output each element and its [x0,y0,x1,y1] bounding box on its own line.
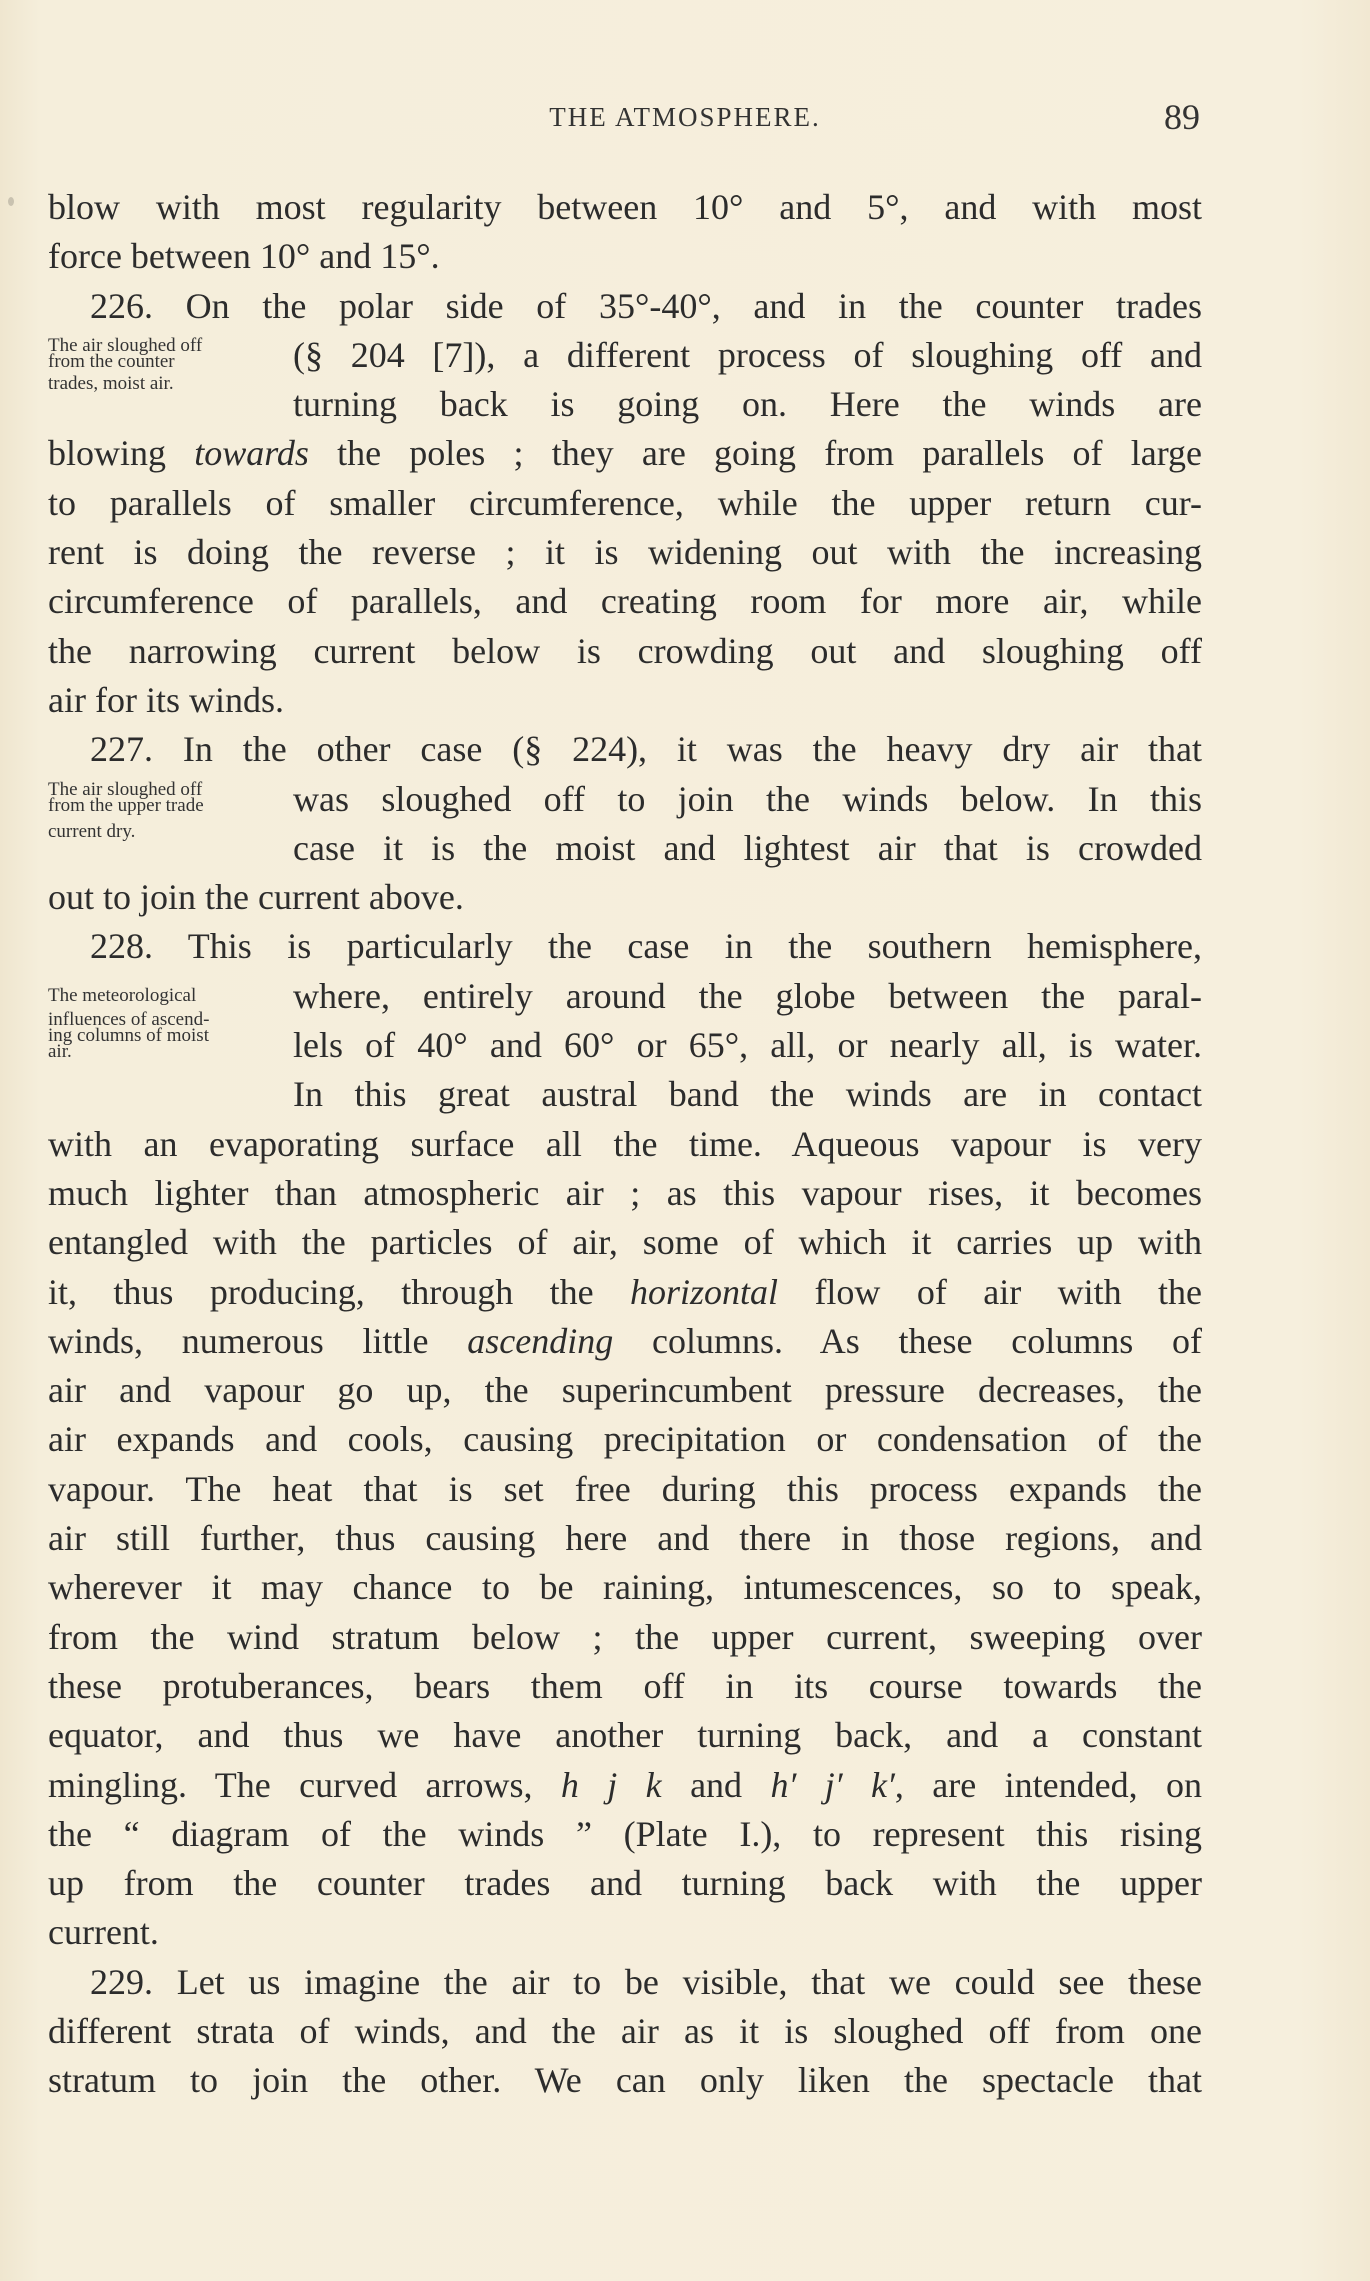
text-line: wherever it may chance to be raining, intumescences, so to speak, [48,1567,1202,1608]
text-segment: blowing [48,433,167,474]
text-line: these protuberances, bears them off in its course towards the [48,1665,1202,1706]
text-line: case it is the moist and lightest air that is crowded [293,827,1202,868]
italic-text: h′ j′ k′ [770,1764,895,1805]
margin-note-line: air. [48,1041,72,1062]
text-line: different strata of winds, and the air as it is sloughed off from one [48,2010,1202,2051]
text-line [48,429,1202,478]
text-line: blow with most regularity between 10° and 5°, and with most [48,187,1202,227]
text-line: air still further, thus causing here and there in those regions, and [48,1518,1202,1559]
margin-note-line: current dry. [48,821,136,842]
ink-spot [8,197,14,206]
text-line: (§ 204 [7]), a different process of sloughing off and [293,334,1202,375]
text-line: vapour. The heat that is set free during this process expands the [48,1468,1202,1509]
text-line [48,1317,1202,1366]
margin-note-line: influences of ascend- [48,1009,210,1030]
text-line: rent is doing the reverse ; it is widening out with the increasing [48,532,1202,573]
text-segment: , are intended, on [894,1764,1202,1805]
text-line: In this great austral band the winds are in contact [293,1074,1202,1115]
text-line: current. [48,1912,159,1953]
text-line: with an evaporating surface all the time. Aqueous vapour is very [48,1123,1202,1164]
text-line: circumference of parallels, and creating room for more air, while [48,581,1202,622]
text-line [48,1268,1202,1317]
text-line: the narrowing current below is crowding out and sloughing off [48,630,1202,671]
text-line: entangled with the particles of air, some of which it carries up with [48,1222,1202,1263]
margin-note-line: The air sloughed off [48,779,203,800]
text-line: stratum to join the other. We can only liken the spectacle that [48,2060,1202,2101]
text-line: air and vapour go up, the superincumbent pressure decreases, the [48,1370,1202,1411]
margin-note-line: The air sloughed off [48,335,203,356]
text-line: was sloughed off to join the winds below. In this [293,778,1202,819]
body-text [48,183,1202,2106]
text-line: where, entirely around the globe between the paral- [293,975,1202,1016]
text-segment: columns. As these columns of [652,1320,1203,1361]
text-segment: and [690,1764,743,1805]
text-line: much lighter than atmospheric air ; as this vapour rises, it becomes [48,1172,1202,1213]
text-line: up from the counter trades and turning back with the upper [48,1863,1202,1904]
text-line: force between 10° and 15°. [48,236,440,277]
text-segment: winds, numerous little [48,1320,429,1361]
text-line: air for its winds. [48,679,284,720]
paragraph-229-start: 229. Let us imagine the air to be visible, that we could see these [90,1961,1202,2002]
italic-text: horizontal [630,1271,779,1312]
margin-note-line: trades, moist air. [48,373,174,394]
page-number: 89 [1164,97,1200,137]
text-line: turning back is going on. Here the winds are [293,384,1202,425]
text-line [48,1761,1202,1810]
text-line: air expands and cools, causing precipitation or condensation of the [48,1419,1202,1460]
paragraph-228-start: 228. This is particularly the case in the southern hemisphere, [90,926,1202,967]
italic-text: towards [194,433,309,474]
margin-note-line: from the upper trade [48,795,204,816]
margin-note-line: ing columns of moist [48,1025,209,1046]
text-segment: the poles ; they are going from parallels of large [337,433,1203,474]
italic-text: h j k [560,1764,662,1805]
text-line: to parallels of smaller circumference, while the upper return cur- [48,482,1202,523]
italic-text: ascending [467,1320,614,1361]
paragraph-226-start: 226. On the polar side of 35°-40°, and in the counter trades [90,285,1202,326]
text-line: lels of 40° and 60° or 65°, all, or nearly all, is water. [293,1025,1202,1066]
text-segment: it, thus producing, through the [48,1271,594,1312]
text-line: out to join the current above. [48,877,464,918]
paragraph-227-start: 227. In the other case (§ 224), it was the heavy dry air that [90,729,1202,770]
text-line: the “ diagram of the winds ” (Plate I.), to represent this rising [48,1813,1202,1854]
text-segment: mingling. The curved arrows, [48,1764,533,1805]
running-title: THE ATMOSPHERE. [549,102,821,132]
text-line: from the wind stratum below ; the upper current, sweeping over [48,1616,1202,1657]
margin-note-line: from the counter [48,351,175,372]
text-segment: flow of air with the [814,1271,1202,1312]
margin-note-line: The meteorological [48,985,197,1006]
text-line: equator, and thus we have another turning back, and a constant [48,1715,1202,1756]
